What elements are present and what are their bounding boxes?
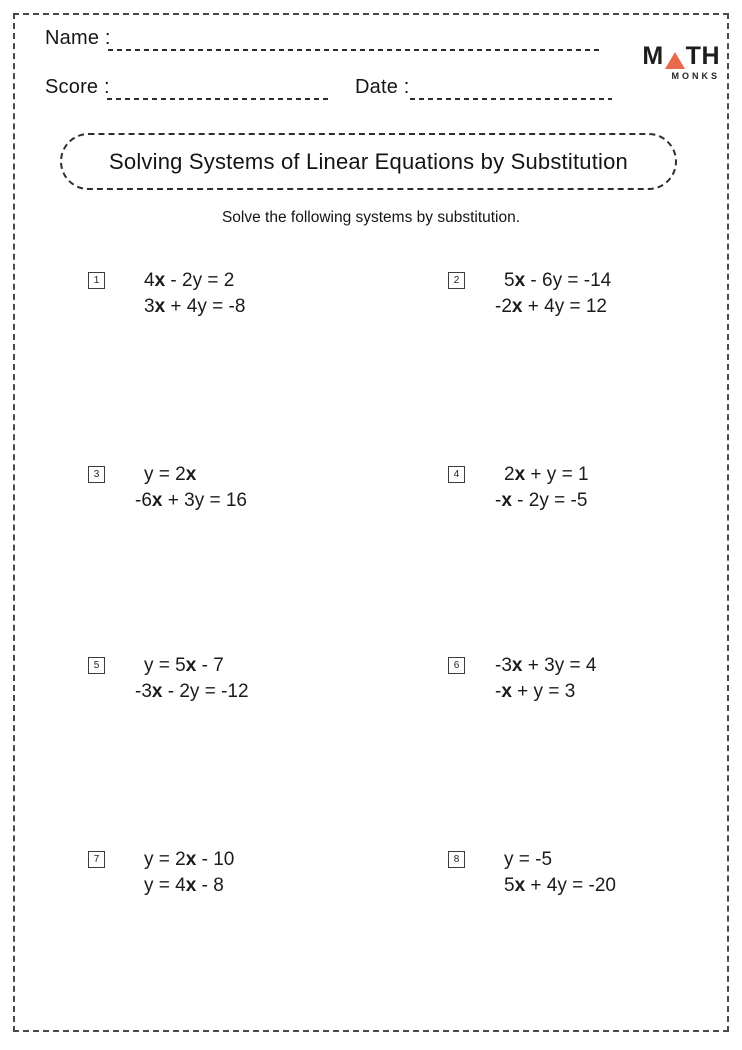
logo-text-m: M [642, 42, 664, 70]
equation-line: 5x - 6y = -14 [504, 270, 612, 291]
problem-number-badge: 8 [448, 851, 465, 868]
logo-text-th: TH [685, 42, 720, 70]
problem-2 [448, 268, 611, 320]
equation-line: y = 4x - 8 [144, 875, 224, 896]
logo-subtitle: MONKS [671, 71, 720, 81]
equation-line: 4x - 2y = 2 [144, 270, 235, 291]
problem-1 [88, 268, 245, 320]
problem-5 [88, 653, 249, 705]
equation-group [495, 268, 611, 320]
equation-line: -6x + 3y = 16 [135, 490, 247, 511]
worksheet-title: Solving Systems of Linear Equations by Substitution [109, 148, 628, 174]
equation-group [135, 653, 249, 705]
problem-8 [448, 847, 616, 899]
problem-number-badge: 2 [448, 272, 465, 289]
date-fill-line [410, 98, 612, 100]
equation-group [135, 847, 234, 899]
math-monks-logo [642, 44, 720, 81]
problem-6 [448, 653, 596, 705]
equation-line: -x + y = 3 [495, 681, 576, 702]
score-label: Score : [45, 76, 110, 98]
equation-line: y = 5x - 7 [144, 655, 224, 676]
logo-triangle-icon [665, 52, 685, 69]
equation-group [495, 847, 616, 899]
equation-line: y = 2x - 10 [144, 849, 235, 870]
equation-line: 2x + y = 1 [504, 464, 589, 485]
equation-line: 5x + 4y = -20 [504, 875, 616, 896]
title-oval-border [60, 133, 677, 190]
problem-3 [88, 462, 247, 514]
name-fill-line [108, 49, 599, 51]
equation-group [135, 268, 245, 320]
problem-7 [88, 847, 234, 899]
problem-number-badge: 5 [88, 657, 105, 674]
instruction-text: Solve the following systems by substitution. [221, 209, 521, 226]
equation-line: 3x + 4y = -8 [144, 296, 246, 317]
equation-group [495, 653, 596, 705]
problem-number-badge: 4 [448, 466, 465, 483]
equation-group [135, 462, 247, 514]
equation-group [495, 462, 589, 514]
equation-line: -3x - 2y = -12 [135, 681, 249, 702]
problem-number-badge: 7 [88, 851, 105, 868]
equation-line: -2x + 4y = 12 [495, 296, 607, 317]
problem-number-badge: 3 [88, 466, 105, 483]
equation-line: -x - 2y = -5 [495, 490, 588, 511]
problem-4 [448, 462, 589, 514]
problem-number-badge: 1 [88, 272, 105, 289]
equation-line: y = -5 [504, 849, 553, 870]
date-label: Date : [355, 76, 410, 98]
equation-line: -3x + 3y = 4 [495, 655, 597, 676]
problem-number-badge: 6 [448, 657, 465, 674]
score-fill-line [107, 98, 332, 100]
equation-line: y = 2x [144, 464, 197, 485]
name-label: Name : [45, 27, 111, 49]
